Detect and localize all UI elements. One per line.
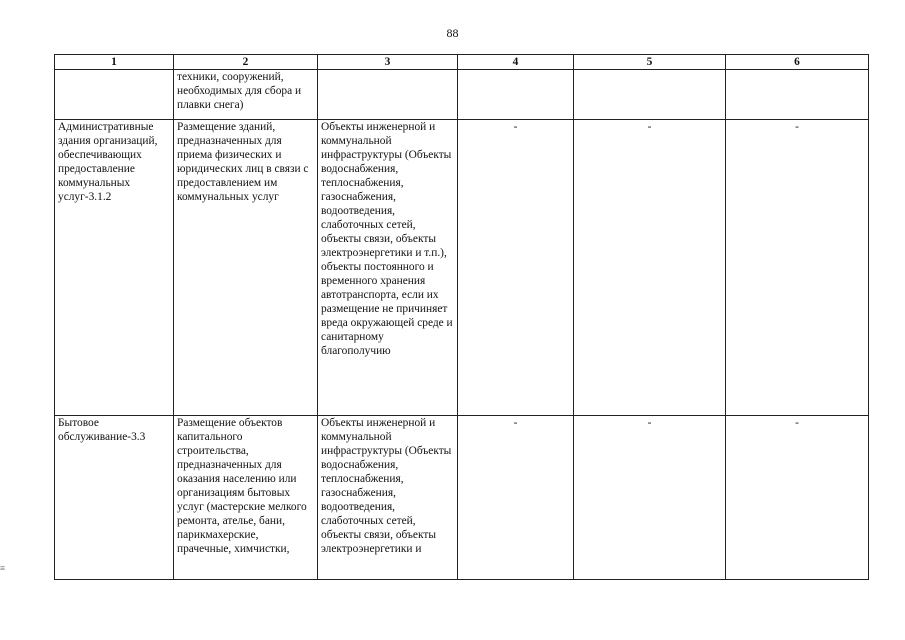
table-cell [574,416,726,580]
table-cell [458,120,574,416]
column-header: 4 [458,55,574,70]
column-header: 2 [174,55,318,70]
dash-value: - [513,417,518,429]
column-header: 6 [726,55,869,70]
table-cell: Размещение зданий, предназначенных для приема физических и юридических лиц в связи с предоставлением им коммунальных услуг [174,120,318,416]
page-number: 88 [446,26,459,40]
table-cell: техники, сооружений, необходимых для сбора и плавки снега) [174,70,318,120]
land-use-table [54,54,869,580]
header-row [55,55,869,70]
dash-value: - [513,121,518,133]
table-cell [726,70,869,120]
table-row [55,416,869,580]
margin-mark: ≡ [0,563,6,573]
table-cell [458,416,574,580]
table-cell [55,70,174,120]
table-cell [726,416,869,580]
table-row [55,70,869,120]
column-header: 5 [574,55,726,70]
table-cell [574,70,726,120]
table-cell: Административные здания организаций, обеспечивающих предоставление коммунальных услуг-3.1.2 [55,120,174,416]
dash-value: - [795,417,799,429]
table-cell: Бытовое обслуживание-3.3 [55,416,174,580]
dash-value: - [795,121,799,133]
table-cell [726,120,869,416]
table-cell: Объекты инженерной и коммунальной инфраструктуры (Объекты водоснабжения, теплоснабжения, газоснабжения, водоотведения, слаботочных сетей, объекты связи, объекты электроэнергетики и т.п.), объекты постоянного и временного хранения автотранспорта, если их размещение не причиняет вреда окружающей среде и санитарному благополучию [318,120,458,416]
column-header: 3 [318,55,458,70]
table-cell [574,120,726,416]
table-cell [458,70,574,120]
table-cell [318,70,458,120]
dash-value: - [647,417,652,429]
dash-value: - [647,121,652,133]
table-cell: Размещение объектов капитального строительства, предназначенных для оказания населению или организациям бытовых услуг (мастерские мелкого ремонта, ателье, бани, парикмахерские, прачечные, химчистки, [174,416,318,580]
table-cell: Объекты инженерной и коммунальной инфраструктуры (Объекты водоснабжения, теплоснабжения, газоснабжения, водоотведения, слаботочных сетей, объекты связи, объекты электроэнергетики и [318,416,458,580]
table-row [55,120,869,416]
column-header: 1 [55,55,174,70]
